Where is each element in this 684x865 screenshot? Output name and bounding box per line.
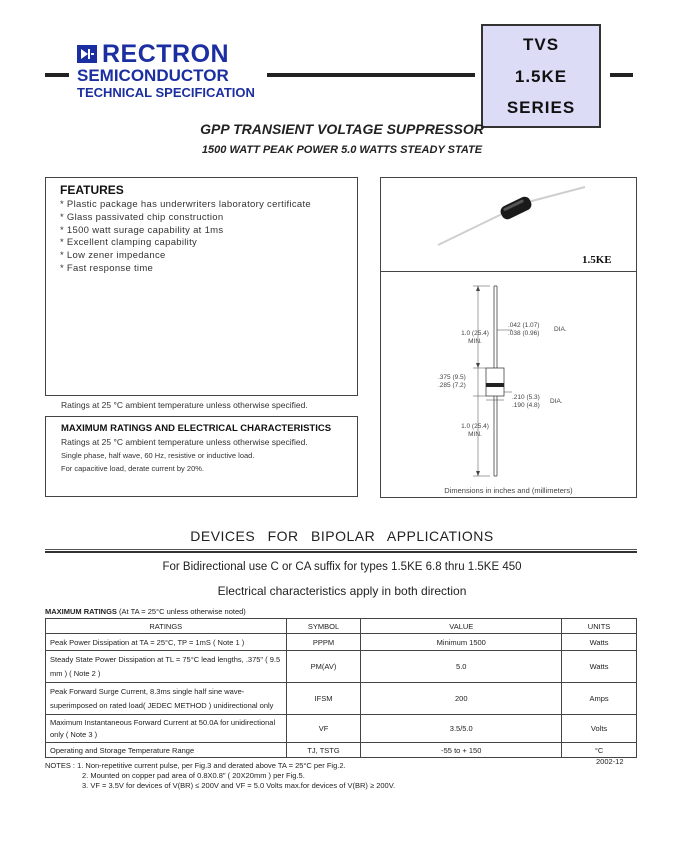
features-title: FEATURES bbox=[60, 183, 124, 197]
body-length-min: .285 (7.2) bbox=[438, 382, 466, 389]
feature-item: * Plastic package has underwriters laboratory certificate bbox=[60, 199, 312, 210]
features-list bbox=[60, 199, 311, 276]
unit-cell: Volts bbox=[562, 715, 637, 743]
value-cell: 200 bbox=[361, 683, 562, 715]
lead-dia-label: DIA. bbox=[554, 326, 567, 333]
table-header: SYMBOL bbox=[286, 619, 361, 634]
symbol-cell: TJ, TSTG bbox=[286, 743, 361, 758]
unit-cell: Watts bbox=[562, 634, 637, 651]
feature-item: * Glass passivated chip construction bbox=[60, 211, 224, 223]
max-ratings-label-bold: MAXIMUM RATINGS bbox=[45, 607, 117, 616]
brand-name: RECTRON bbox=[102, 40, 230, 68]
header-rule-middle bbox=[267, 73, 475, 77]
body-dia-min: .190 (4.8) bbox=[512, 402, 540, 409]
lead-length-value: 1.0 (25.4) bbox=[461, 330, 489, 337]
unit-cell: Amps bbox=[562, 683, 637, 715]
rectron-logo-icon bbox=[77, 45, 97, 63]
devices-heading: DEVICES FOR BIPOLAR APPLICATIONS bbox=[190, 528, 494, 544]
lead-length-upper bbox=[458, 330, 492, 346]
value-cell: Minimum 1500 bbox=[361, 634, 562, 651]
ratings-note: Ratings at 25 °C ambient temperature unless otherwise specified. bbox=[61, 400, 308, 410]
table-row bbox=[46, 651, 637, 683]
series-box bbox=[481, 24, 601, 128]
dimension-note: Dimensions in inches and (millimeters) bbox=[444, 486, 573, 495]
value-cell: -55 to + 150 bbox=[361, 743, 562, 758]
max-ratings-line: Single phase, half wave, 60 Hz, resistive or inductive load. bbox=[61, 451, 255, 460]
unit-cell: °C bbox=[562, 743, 637, 758]
rating-cell: Peak Forward Surge Current, 8.3ms single half sine wave- superimposed on rated load( JEDEC METHOD ) unidirectional only bbox=[46, 683, 287, 715]
lead-diameter bbox=[508, 322, 539, 338]
series-line-2: 1.5KE bbox=[514, 67, 568, 86]
tech-spec-label: TECHNICAL SPECIFICATION bbox=[77, 85, 255, 100]
table-header: VALUE bbox=[361, 619, 562, 634]
package-label: 1.5KE bbox=[582, 254, 612, 266]
value-cell: 5.0 bbox=[361, 651, 562, 683]
max-ratings-line: For capacitive load, derate current by 20%. bbox=[61, 464, 204, 473]
lead-length-lower bbox=[458, 423, 492, 439]
max-ratings-table bbox=[45, 618, 637, 758]
symbol-cell: PPPM bbox=[286, 634, 361, 651]
separator-thin bbox=[45, 549, 637, 550]
note-line: NOTES : 1. Non-repetitive current pulse, per Fig.3 and derated above TA = 25°C per Fig.2. bbox=[45, 761, 346, 770]
body-length bbox=[438, 374, 466, 390]
unit-cell: Watts bbox=[562, 651, 637, 683]
note-line: 3. VF = 3.5V for devices of V(BR) ≤ 200V and VF = 5.0 Volts max.for devices of V(BR) ≥ 200V. bbox=[82, 781, 396, 790]
lead-length-min: MIN. bbox=[468, 338, 482, 345]
series-line-3: SERIES bbox=[506, 98, 576, 117]
body-dia-label: DIA. bbox=[550, 398, 563, 405]
feature-item: * Fast response time bbox=[60, 262, 154, 274]
max-ratings-line: Ratings at 25 °C ambient temperature unless otherwise specified. bbox=[61, 437, 308, 447]
max-ratings-title: MAXIMUM RATINGS AND ELECTRICAL CHARACTERISTICS bbox=[61, 423, 332, 434]
feature-item: * 1500 watt surage capability at 1ms bbox=[60, 224, 224, 236]
bidirectional-note: For Bidirectional use C or CA suffix for types 1.5KE 6.8 thru 1.5KE 450 bbox=[162, 561, 522, 573]
body-dia-max: .210 (5.3) bbox=[512, 394, 540, 401]
product-subtitle: 1500 WATT PEAK POWER 5.0 WATTS STEADY STATE bbox=[201, 144, 483, 156]
table-row bbox=[46, 715, 637, 743]
table-header: RATINGS bbox=[46, 619, 287, 634]
separator-thick bbox=[45, 551, 637, 553]
lead-length-min: MIN. bbox=[468, 431, 482, 438]
rating-cell: Maximum Instantaneous Forward Current at 50.0A for unidirectional only ( Note 3 ) bbox=[46, 715, 287, 743]
body-diameter bbox=[512, 394, 540, 410]
symbol-cell: IFSM bbox=[286, 683, 361, 715]
rating-cell: Steady State Power Dissipation at TL = 75°C lead lengths, .375" ( 9.5 mm ) ( Note 2 ) bbox=[46, 651, 287, 683]
header-rule-left bbox=[45, 73, 69, 77]
package-dimension-drawing bbox=[380, 272, 637, 486]
rating-cell: Peak Power Dissipation at TA = 25°C, TP = 1mS ( Note 1 ) bbox=[46, 634, 287, 651]
lead-length-value: 1.0 (25.4) bbox=[461, 423, 489, 430]
max-ratings-table-label bbox=[45, 607, 246, 616]
table-row bbox=[46, 743, 637, 758]
lead-dia-min: .038 (0.96) bbox=[508, 330, 540, 337]
symbol-cell: VF bbox=[286, 715, 361, 743]
feature-item: * Excellent clamping capability bbox=[60, 237, 198, 249]
body-length-max: .375 (9.5) bbox=[438, 374, 466, 381]
series-line-1: TVS bbox=[522, 35, 560, 54]
table-row bbox=[46, 634, 637, 651]
table-row bbox=[46, 683, 637, 715]
table-header: UNITS bbox=[562, 619, 637, 634]
brand-subtitle: SEMICONDUCTOR bbox=[77, 66, 229, 85]
value-cell: 3.5/5.0 bbox=[361, 715, 562, 743]
max-ratings-label-rest: (At TA = 25°C unless otherwise noted) bbox=[116, 607, 246, 616]
feature-item: * Low zener impedance bbox=[60, 250, 166, 262]
symbol-cell: PM(AV) bbox=[286, 651, 361, 683]
table-header-row bbox=[46, 619, 637, 634]
rating-cell: Operating and Storage Temperature Range bbox=[46, 743, 287, 758]
header-rule-right bbox=[610, 73, 633, 77]
product-title: GPP TRANSIENT VOLTAGE SUPPRESSOR bbox=[200, 121, 484, 137]
revision-date: 2002-12 bbox=[596, 757, 624, 766]
notes-block bbox=[45, 761, 395, 791]
lead-dia-max: .042 (1.07) bbox=[508, 322, 540, 329]
note-line: 2. Mounted on copper pad area of 0.8X0.8" ( 20X20mm ) per Fig.5. bbox=[82, 771, 305, 780]
electrical-note: Electrical characteristics apply in both direction bbox=[217, 584, 467, 598]
